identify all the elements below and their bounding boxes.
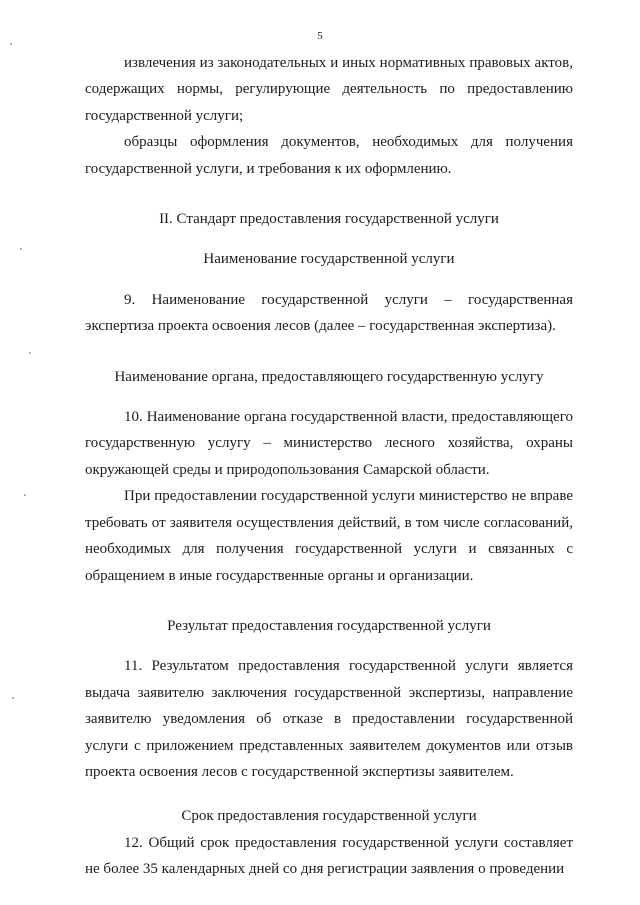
scan-speck <box>29 352 31 354</box>
block-spacer <box>85 390 573 404</box>
section-heading: Наименование органа, предоставляющего государственную услугу <box>114 368 544 385</box>
block-spacer <box>85 340 573 364</box>
block-spacer <box>85 273 573 287</box>
block-spacer <box>85 182 573 206</box>
scan-speck <box>20 248 22 250</box>
section-heading: Срок предоставления государственной услуги <box>181 808 477 825</box>
body-paragraph: 11. Результатом предоставления государственной услуги является выдача заявителю заключения государственной экспертизы, направление заявителю уведомления об отказе в предоставлении государственной услуги с приложением представленных заявителем документов или отзыв проекта освоения лесов с государственной экспертизы заявителем. <box>85 658 573 780</box>
section-heading: II. Стандарт предоставления государственной услуги <box>159 211 499 228</box>
section-heading: Наименование государственной услуги <box>203 251 455 268</box>
body-paragraph: 10. Наименование органа государственной власти, предоставляющего государственную услугу – министерство лесного хозяйства, охраны окружающей среды и природопользования Самарской области. <box>85 409 573 478</box>
body-paragraph: 12. Общий срок предоставления государственной услуги составляет не более 35 календарных дней со дня регистрации заявления о проведении <box>85 834 573 878</box>
body-paragraph: извлечения из законодательных и иных нормативных правовых актов, содержащих нормы, регулирующие деятельность по предоставлению государственной услуги; <box>85 55 573 124</box>
page-number: 5 <box>317 30 323 42</box>
body-paragraph: При предоставлении государственной услуги министерство не вправе требовать от заявителя осуществления действий, в том числе согласований, необходимых для получения государственной услуги и связанных с обращением в иные государственные органы и организации. <box>85 488 573 584</box>
scan-speck <box>12 697 14 699</box>
block-spacer <box>85 589 573 613</box>
body-paragraph: образцы оформления документов, необходимых для получения государственной услуги, и требования к их оформлению. <box>85 134 573 177</box>
section-heading: Результат предоставления государственной услуги <box>167 617 491 634</box>
block-spacer <box>85 639 573 653</box>
document-body <box>85 50 573 883</box>
block-spacer <box>85 232 573 246</box>
body-paragraph: 9. Наименование государственной услуги – государственная экспертиза проекта освоения лесов (далее – государственная экспертиза). <box>85 291 573 335</box>
block-spacer <box>85 785 573 803</box>
scan-speck <box>10 43 12 45</box>
scan-speck <box>24 494 26 496</box>
